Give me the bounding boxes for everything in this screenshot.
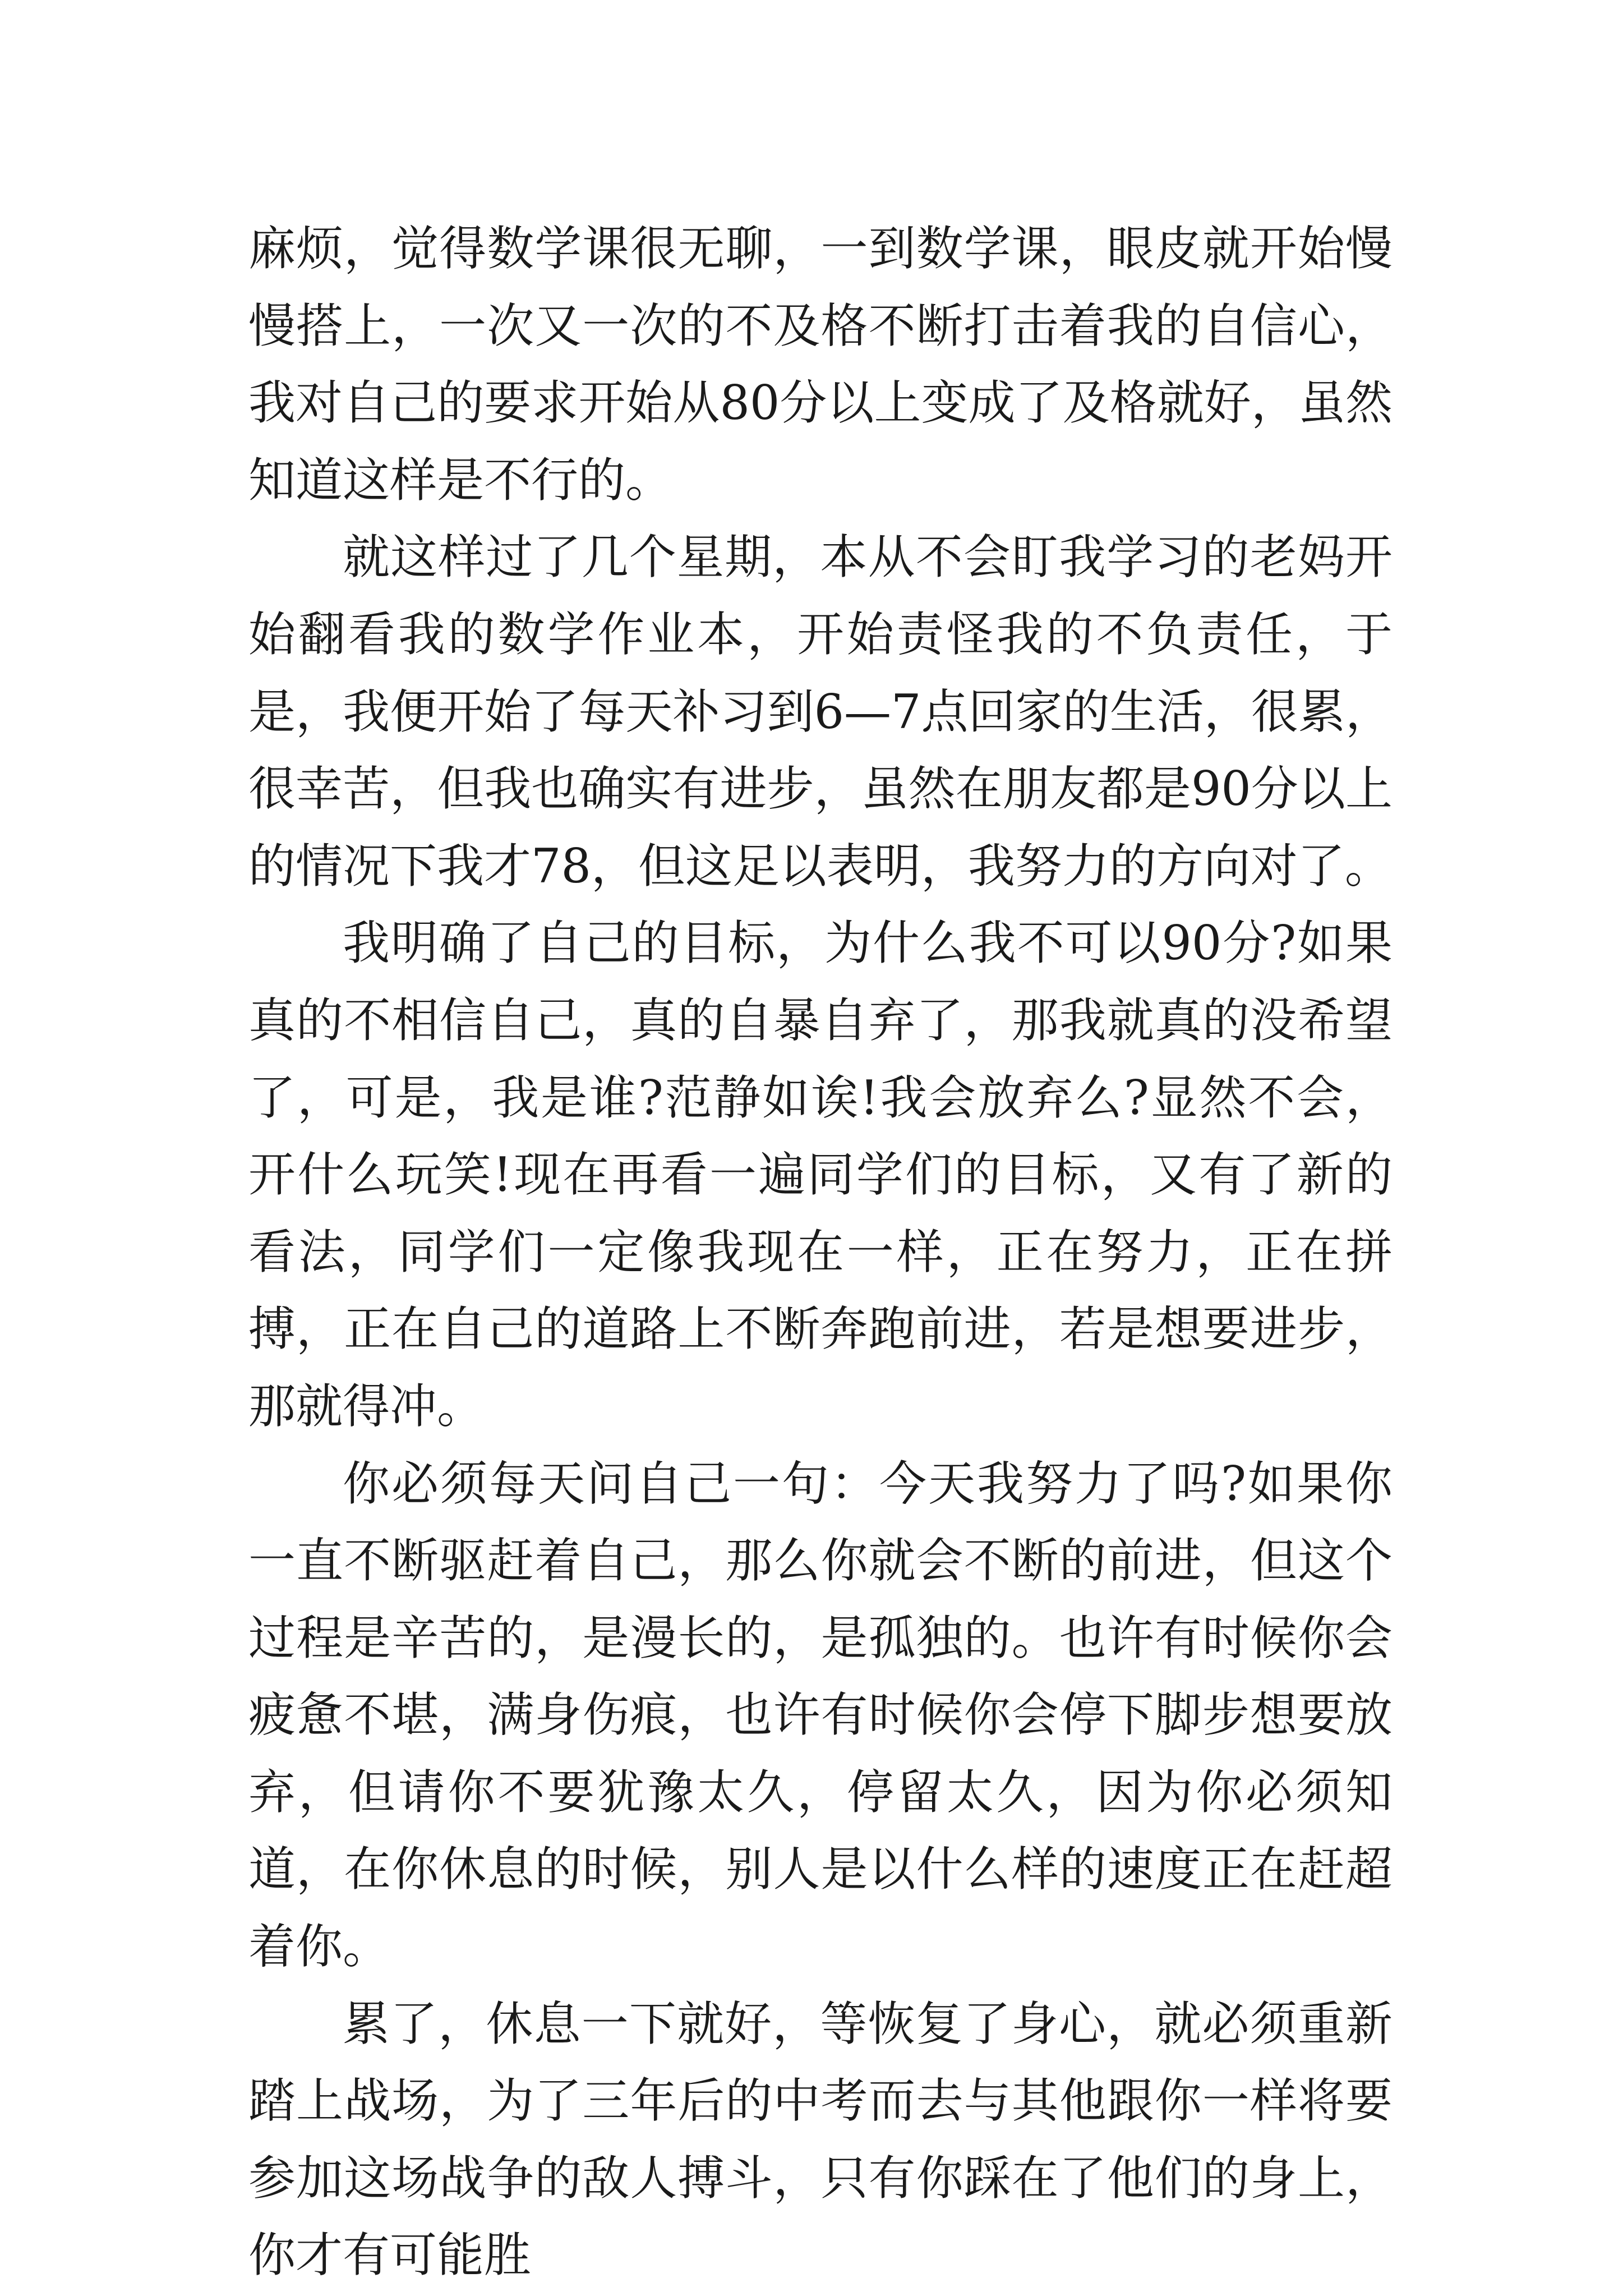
paragraph: 就这样过了几个星期，本从不会盯我学习的老妈开始翻看我的数学作业本，开始责怪我的不负责任，于是，我便开始了每天补习到6—7点回家的生活，很累，很幸苦，但我也确实有进步，虽然在朋友都是90分以上的情况下我才78，但这足以表明，我努力的方向对了。 (248, 530, 1393, 894)
paragraph: 我明确了自己的目标，为什么我不可以90分?如果真的不相信自己，真的自暴自弃了，那我就真的没希望了，可是，我是谁?范静如诶!我会放弃么?显然不会，开什么玩笑!现在再看一遍同学们的目标，又有了新的看法，同学们一定像我现在一样，正在努力，正在拼搏，正在自己的道路上不断奔跑前进，若是想要进步，那就得冲。 (248, 915, 1393, 1434)
paragraph: 你必须每天问自己一句：今天我努力了吗?如果你一直不断驱赶着自己，那么你就会不断的前进，但这个过程是辛苦的，是漫长的，是孤独的。也许有时候你会疲惫不堪，满身伤痕，也许有时候你会停下脚步想要放弃，但请你不要犹豫太久，停留太久，因为你必须知道，在你休息的时候，别人是以什么样的速度正在赶超着你。 (248, 1456, 1393, 1975)
paragraph: 麻烦，觉得数学课很无聊，一到数学课，眼皮就开始慢慢搭上，一次又一次的不及格不断打击着我的自信心，我对自己的要求开始从80分以上变成了及格就好，虽然知道这样是不行的。 (248, 221, 1393, 508)
body-text (248, 210, 1393, 2294)
paragraph: 累了，休息一下就好，等恢复了身心，就必须重新踏上战场，为了三年后的中考而去与其他跟你一样将要参加这场战争的敌人搏斗，只有你踩在了他们的身上，你才有可能胜 (248, 1996, 1393, 2283)
